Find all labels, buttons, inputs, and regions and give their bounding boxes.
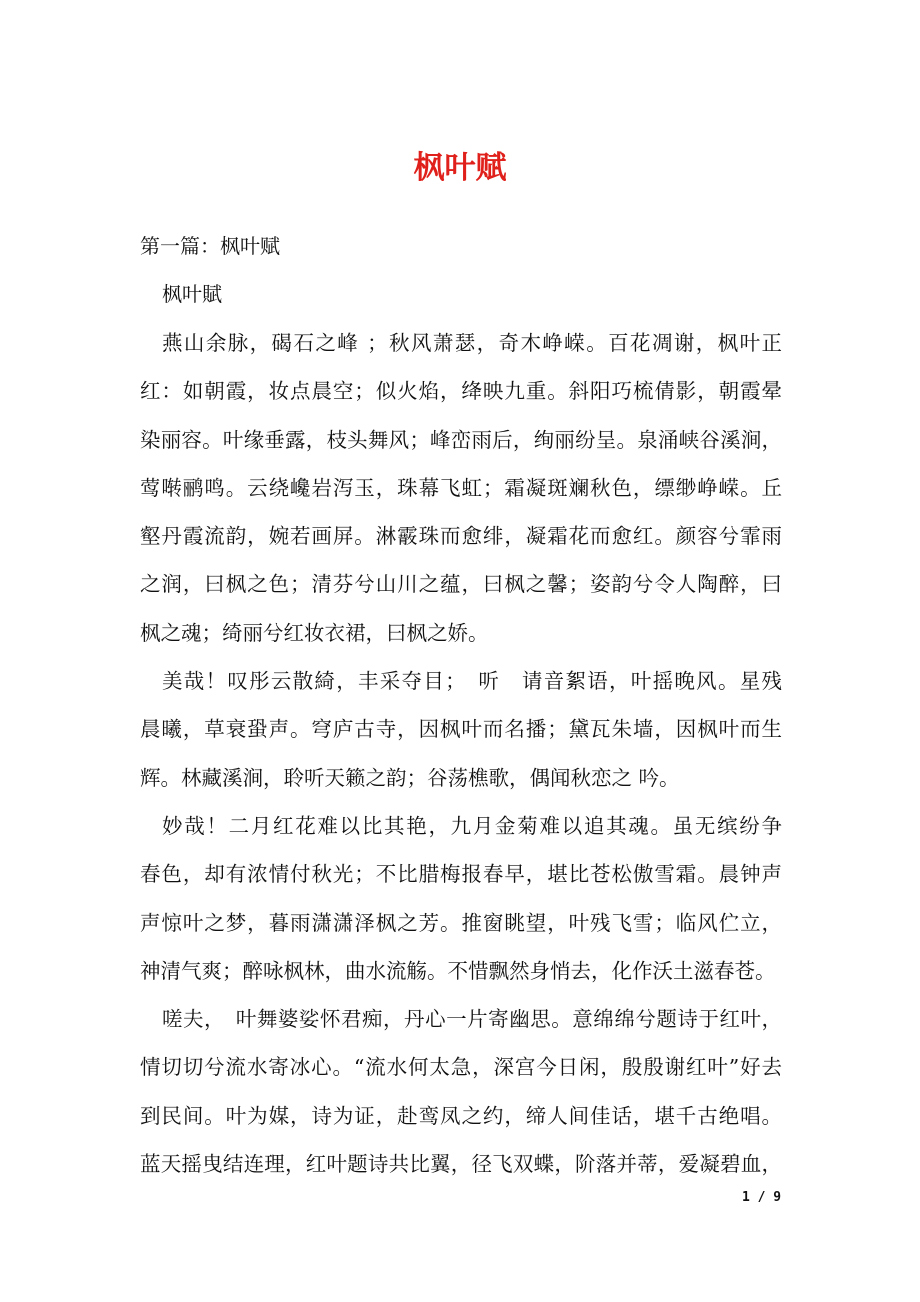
text-line: 妙哉！二月红花难以比其艳，九月金菊难以追其魂。虽无缤纷争 xyxy=(162,813,782,838)
paragraph xyxy=(140,802,782,995)
paragraph xyxy=(140,995,782,1188)
text-line: 红：如朝霞，妆点晨空；似火焰，绛映九重。斜阳巧梳倩影，朝霞晕 xyxy=(140,379,782,404)
text-line: 壑丹霞流韵，婉若画屏。淋霰珠而愈绯，凝霜花而愈红。颜容兮霏雨 xyxy=(140,524,782,549)
document-title: 枫叶赋 xyxy=(413,150,507,186)
text-line: 春色，却有浓情付秋光；不比腊梅报春早，堪比苍松傲雪霜。晨钟声 xyxy=(140,862,782,887)
text-line: 之润，曰枫之色；清芬兮山川之蕴，曰枫之馨；姿韵兮令人陶醉，曰 xyxy=(140,572,782,597)
text-line: 蓝天摇曳结连理，红叶题诗共比翼，径飞双蝶，阶落并蒂，爱凝碧血， xyxy=(140,1152,782,1177)
text-line: 嗟夫， 叶舞婆娑怀君痴，丹心一片寄幽思。意绵绵兮题诗于红叶， xyxy=(162,1007,782,1032)
text-line: 莺啭鹂鸣。云绕巉岩泻玉，珠幕飞虹；霜凝斑斓秋色，缥缈峥嵘。丘 xyxy=(140,475,782,500)
paragraph xyxy=(140,657,782,802)
text-line: 枫之魂；绮丽兮红妆衣裙，曰枫之娇。 xyxy=(140,620,489,645)
text-line: 晨曦，草衰蛩声。穹庐古寺，因枫叶而名播；黛瓦朱墙，因枫叶而生 xyxy=(140,717,782,742)
paragraph xyxy=(140,319,782,657)
text-line: 声惊叶之梦，暮雨潇潇泽枫之芳。推窗眺望，叶残飞雪；临风伫立， xyxy=(140,910,782,935)
subtitle: 枫叶賦 xyxy=(162,282,222,306)
text-line: 神清气爽；醉咏枫林，曲水流觞。不惜飘然身悄去，化作沃土滋春苍。 xyxy=(140,958,776,983)
page-number: 1 / 9 xyxy=(742,1190,782,1205)
text-line: 辉。林藏溪涧，聆听天籁之韵；谷荡樵歌，偶闻秋恋之 吟。 xyxy=(140,765,680,790)
document-body xyxy=(140,319,782,1188)
text-line: 燕山余脉，碣石之峰 ；秋风萧瑟，奇木峥嵘。百花凋谢，枫叶正 xyxy=(162,331,782,355)
text-line: 情切切兮流水寄冰心。“流水何太急，深宫今日闲，殷殷谢红叶”好去 xyxy=(140,1055,782,1080)
section-heading: 第一篇：枫叶赋 xyxy=(140,234,280,258)
text-line: 美哉！叹彤云散綺，丰采夺目； 听 请音絮语，叶摇晚风。星残 xyxy=(162,669,782,694)
text-line: 染丽容。叶缘垂露，枝头舞风；峰峦雨后，绚丽纷呈。泉涌峡谷溪涧， xyxy=(140,427,782,452)
text-line: 到民间。叶为媒，诗为证，赴鸾凤之约，缔人间佳话，堪千古绝唱。 xyxy=(140,1103,782,1128)
